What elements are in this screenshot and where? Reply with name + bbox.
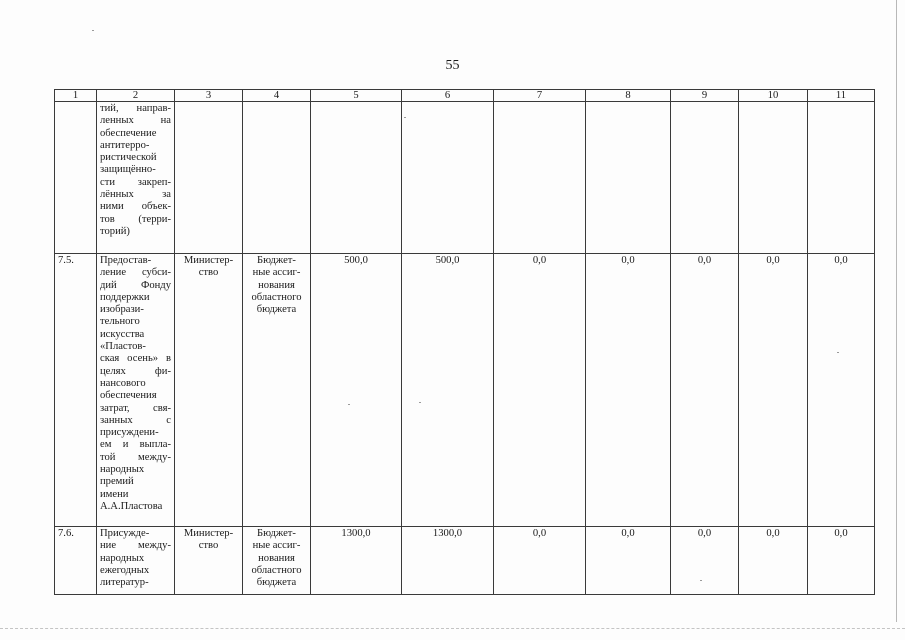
column-header: 8 (586, 90, 671, 102)
description-cell (97, 102, 175, 254)
cell-line: А.А.Пластова (100, 500, 163, 512)
cell-line: торий) (100, 225, 130, 237)
amount-cell: 0,0 (808, 254, 875, 527)
cell-line: обеспечения (100, 390, 157, 402)
page-edge-bottom (0, 628, 905, 629)
cell-line: обеспечение (100, 127, 157, 139)
cell-line: народных (100, 464, 145, 476)
amount-cell (671, 102, 739, 254)
amount-cell: 0,0 (586, 254, 671, 527)
description-cell (97, 527, 175, 595)
page-edge-right (896, 0, 897, 622)
scan-speck (700, 580, 702, 581)
table-row (55, 102, 875, 254)
amount-cell: 0,0 (494, 527, 586, 595)
cell-line: ство (198, 540, 219, 552)
cell-line: изобрази- (100, 304, 144, 316)
cell-line: тов (терри- (100, 213, 171, 225)
amount-cell: 0,0 (494, 254, 586, 527)
amount-cell (586, 102, 671, 254)
executor-cell (175, 254, 243, 527)
budget-table (54, 89, 875, 595)
cell-line: Бюджет- (257, 528, 296, 539)
cell-line: премий (100, 476, 134, 488)
column-header: 6 (402, 90, 494, 102)
scan-speck (837, 352, 839, 353)
column-header: 10 (739, 90, 808, 102)
amount-cell: 500,0 (402, 254, 494, 527)
cell-line: тельного (100, 316, 140, 328)
amount-cell: 500,0 (311, 254, 402, 527)
executor-cell (175, 102, 243, 254)
item-number-cell (55, 102, 97, 254)
column-number-row (55, 90, 875, 102)
cell-line: ние между- (100, 540, 171, 552)
cell-line: сти закреп- (100, 176, 171, 188)
cell-line: ем и выпла- (100, 439, 171, 451)
table-row (55, 254, 875, 527)
scan-speck (404, 117, 406, 118)
column-header: 2 (97, 90, 175, 102)
amount-cell (402, 102, 494, 254)
amount-cell: 0,0 (671, 254, 739, 527)
cell-line: защищённо- (100, 164, 156, 176)
amount-cell: 0,0 (808, 527, 875, 595)
cell-line: областного (251, 291, 302, 303)
cell-line: лённых за (100, 189, 171, 201)
item-number-cell: 7.6. (55, 527, 97, 595)
column-header: 7 (494, 90, 586, 102)
cell-line: литератур- (100, 577, 149, 589)
cell-line: народных (100, 552, 145, 564)
cell-line: областного (251, 564, 302, 576)
cell-line: присуждени- (100, 427, 159, 439)
amount-cell (311, 102, 402, 254)
scan-speck (92, 30, 94, 31)
cell-line: той между- (100, 451, 171, 463)
cell-line: Бюджет- (257, 255, 296, 266)
column-header: 4 (243, 90, 311, 102)
cell-line: бюджета (256, 304, 297, 316)
cell-line: ская осень» в (100, 353, 171, 365)
cell-line: ленных на (100, 115, 171, 127)
column-header: 1 (55, 90, 97, 102)
cell-line: целях фи- (100, 365, 171, 377)
cell-line: нования (258, 279, 295, 291)
page-number: 55 (445, 58, 460, 73)
cell-line: ные ассиг- (252, 540, 301, 552)
funding-source-cell (243, 102, 311, 254)
cell-line: Министер- (183, 528, 234, 539)
column-header: 5 (311, 90, 402, 102)
description-cell (97, 254, 175, 527)
cell-line: нования (258, 552, 295, 564)
column-header: 3 (175, 90, 243, 102)
amount-cell (494, 102, 586, 254)
cell-line: Министер- (183, 255, 234, 266)
cell-line: антитерро- (100, 139, 150, 151)
amount-cell: 1300,0 (311, 527, 402, 595)
funding-source-cell (243, 527, 311, 595)
amount-cell: 1300,0 (402, 527, 494, 595)
cell-line: ление субси- (100, 267, 171, 279)
scan-speck (419, 402, 421, 403)
column-header: 11 (808, 90, 875, 102)
cell-line: «Пластов- (100, 341, 146, 353)
item-number-cell: 7.5. (55, 254, 97, 527)
cell-line: ними объек- (100, 201, 171, 213)
scan-speck (348, 404, 350, 405)
cell-line: тий, направ- (100, 103, 171, 114)
cell-line: ство (198, 267, 219, 279)
cell-line: занных с (100, 414, 171, 426)
amount-cell: 0,0 (739, 527, 808, 595)
cell-line: ежегодных (100, 564, 150, 576)
amount-cell: 0,0 (671, 527, 739, 595)
cell-line: ристической (100, 152, 157, 164)
cell-line: ные ассиг- (252, 267, 301, 279)
cell-line: Предостав- (100, 255, 152, 266)
cell-line: дий Фонду (100, 279, 171, 291)
funding-source-cell (243, 254, 311, 527)
amount-cell (739, 102, 808, 254)
table-row (55, 527, 875, 595)
amount-cell (808, 102, 875, 254)
cell-line: нансового (100, 377, 146, 389)
cell-line: поддержки (100, 291, 150, 303)
cell-line: имени (100, 488, 129, 500)
cell-line: искусства (100, 328, 145, 340)
amount-cell: 0,0 (739, 254, 808, 527)
column-header: 9 (671, 90, 739, 102)
executor-cell (175, 527, 243, 595)
amount-cell: 0,0 (586, 527, 671, 595)
cell-line: затрат, свя- (100, 402, 171, 414)
cell-line: бюджета (256, 577, 297, 589)
cell-line: Присужде- (100, 528, 150, 539)
